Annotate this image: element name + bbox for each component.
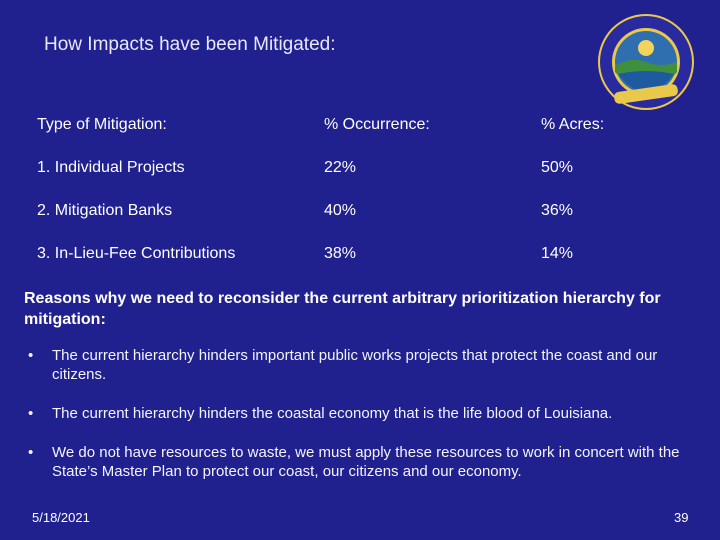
bullet-icon: • bbox=[28, 444, 34, 461]
footer-date: 5/18/2021 bbox=[32, 510, 90, 525]
row-occurrence: 38% bbox=[324, 244, 357, 262]
reasons-heading: Reasons why we need to reconsider the current arbitrary prioritization hierarchy for mitigation: bbox=[24, 290, 661, 328]
header-type: Type of Mitigation: bbox=[37, 115, 167, 133]
row-occurrence: 40% bbox=[324, 201, 357, 219]
row-occurrence: 22% bbox=[324, 158, 357, 176]
table-header-row bbox=[26, 103, 681, 146]
list-item-text: We do not have resources to waste, we must apply these resources to work in concert with the State’s Master Plan to protect our coast, our citizens and our economy. bbox=[52, 444, 680, 480]
row-type: 1. Individual Projects bbox=[37, 158, 185, 176]
list-item bbox=[26, 443, 706, 481]
list-item-text: The current hierarchy hinders the coastal economy that is the life blood of Louisiana. bbox=[52, 405, 613, 422]
row-type: 3. In-Lieu-Fee Contributions bbox=[37, 244, 236, 262]
header-acres: % Acres: bbox=[541, 115, 605, 133]
reasons-list bbox=[26, 346, 706, 501]
table-row bbox=[26, 146, 681, 189]
row-acres: 50% bbox=[541, 158, 574, 176]
bullet-icon: • bbox=[28, 347, 34, 364]
row-acres: 14% bbox=[541, 244, 574, 262]
list-item-text: The current hierarchy hinders important public works projects that protect the coast and our citizens. bbox=[52, 347, 658, 383]
table-row bbox=[26, 232, 681, 275]
table-row bbox=[26, 189, 681, 232]
department-seal-icon bbox=[596, 12, 696, 112]
row-acres: 36% bbox=[541, 201, 574, 219]
slide-title: How Impacts have been Mitigated: bbox=[44, 34, 336, 55]
list-item bbox=[26, 346, 706, 384]
header-occurrence: % Occurrence: bbox=[324, 115, 430, 133]
row-type: 2. Mitigation Banks bbox=[37, 201, 173, 219]
page-number: 39 bbox=[674, 510, 689, 525]
mitigation-table bbox=[26, 103, 681, 275]
list-item bbox=[26, 404, 706, 423]
bullet-icon: • bbox=[28, 405, 34, 422]
